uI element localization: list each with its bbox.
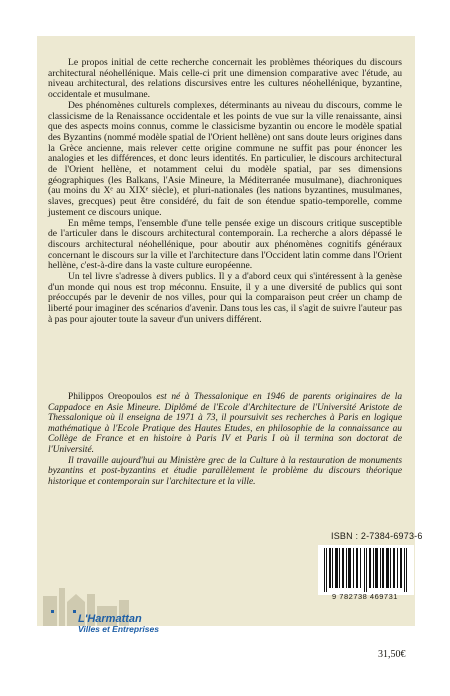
barcode-bars	[319, 546, 413, 592]
paragraph-4: Un tel livre s'adresse à divers publics. Il y a d'abord ceux qui s'intéressent à la genèse d'un monde qui nous est trop méconnu. Ensuite, il y a une diversité de publics qui sont préoccupés par le devenir de nos villes, pour qui la comparaison peut créer un champ de liberté pour imaginer des scénarios d'avenir. Dans tous les cas, il s'agit de suivre l'auteur pas à pas pour ajouter toute la saveur d'un univers différent.	[48, 271, 402, 325]
author-name: Philippos Oreopoulos	[68, 392, 152, 402]
paragraph-3: En même temps, l'ensemble d'une telle pensée exige un discours critique susceptible de l'articuler dans le discours architectural contemporain. La recherche a alors dépassé le discours architectural néohellénique, pour aboutir aux phénomènes cognitifs généraux concernant le discours sur la ville et l'architecture dans l'Occident latin comme dans l'Orient hellène, c'est-à-dire dans la vaste culture européenne.	[48, 217, 402, 272]
barcode-number: 9 782738 469731	[332, 592, 398, 601]
barcode	[318, 545, 414, 595]
bio-paragraph-1	[48, 392, 402, 456]
publisher-name: L'Harmattan	[78, 613, 142, 625]
publisher-series: Villes et Entreprises	[78, 624, 159, 634]
paragraph-1: Le propos initial de cette recherche concernait les problèmes théoriques du discours architectural néohellénique. Mais celle-ci prit une dimension comparative avec l'étude, au niveau architectural, des relations discursives entre les cultures néohellénique, byzantine, occidentale et musulmane.	[48, 57, 402, 101]
paragraph-2: Des phénomènes culturels complexes, déterminants au niveau du discours, comme le classicisme de la Renaissance occidentale et les points de vue sur la ville renaissante, ainsi que des aspects moins connus, comme le classicisme byzantin ou encore le modèle spatial des Byzantins (nommé modèle spatial de l'Orient hellène) ont sans doute leurs origines dans la Grèce ancienne, mais relever cette origine commune ne suffit pas pour énoncer les analogies et les différences, et donc leurs identités. En particulier, le discours architectural de l'Orient hellène, et notamment celui du modèle spatial, par ses dimensions géographiques (les Balkans, l'Asie Mineure, la Méditerranée musulmane), diachroniques (au moins du Xᵉ au XIXᵉ siècle), et pluri-nationales (les nations byzantines, musulmanes, slaves, grecques) peut être considéré, du fait de son étendue spatio-temporelle, comme justement ce discours unique.	[48, 99, 402, 218]
price: 31,50€	[378, 649, 406, 660]
author-bio	[48, 392, 402, 487]
isbn: ISBN : 2-7384-6973-6	[331, 531, 423, 541]
bio-paragraph-2: Il travaille aujourd'hui au Ministère grec de la Culture à la restauration de monuments byzantins et post-byzantins et étudie parallèlement le problème du discours théorique historique et contemporain sur l'architecture et la ville.	[48, 455, 402, 487]
bio-line-1: est né à Thessalonique en 1946 de parents originaires de la Cappadoce en Asie Mineure. Diplômé de l'Ecole d'Architecture de l'Université Aristote de Thessalonique où il enseigna de 1971 à 73, il poursuivit ses recherches à Paris en logique mathématique à l'Ecole Pratique des Hautes Etudes, en philosophie de la connaissance au Collège de France et en histoire à Paris IV et Paris I où il termina son doctorat de l'Université.	[48, 392, 403, 455]
summary-text	[48, 58, 402, 326]
